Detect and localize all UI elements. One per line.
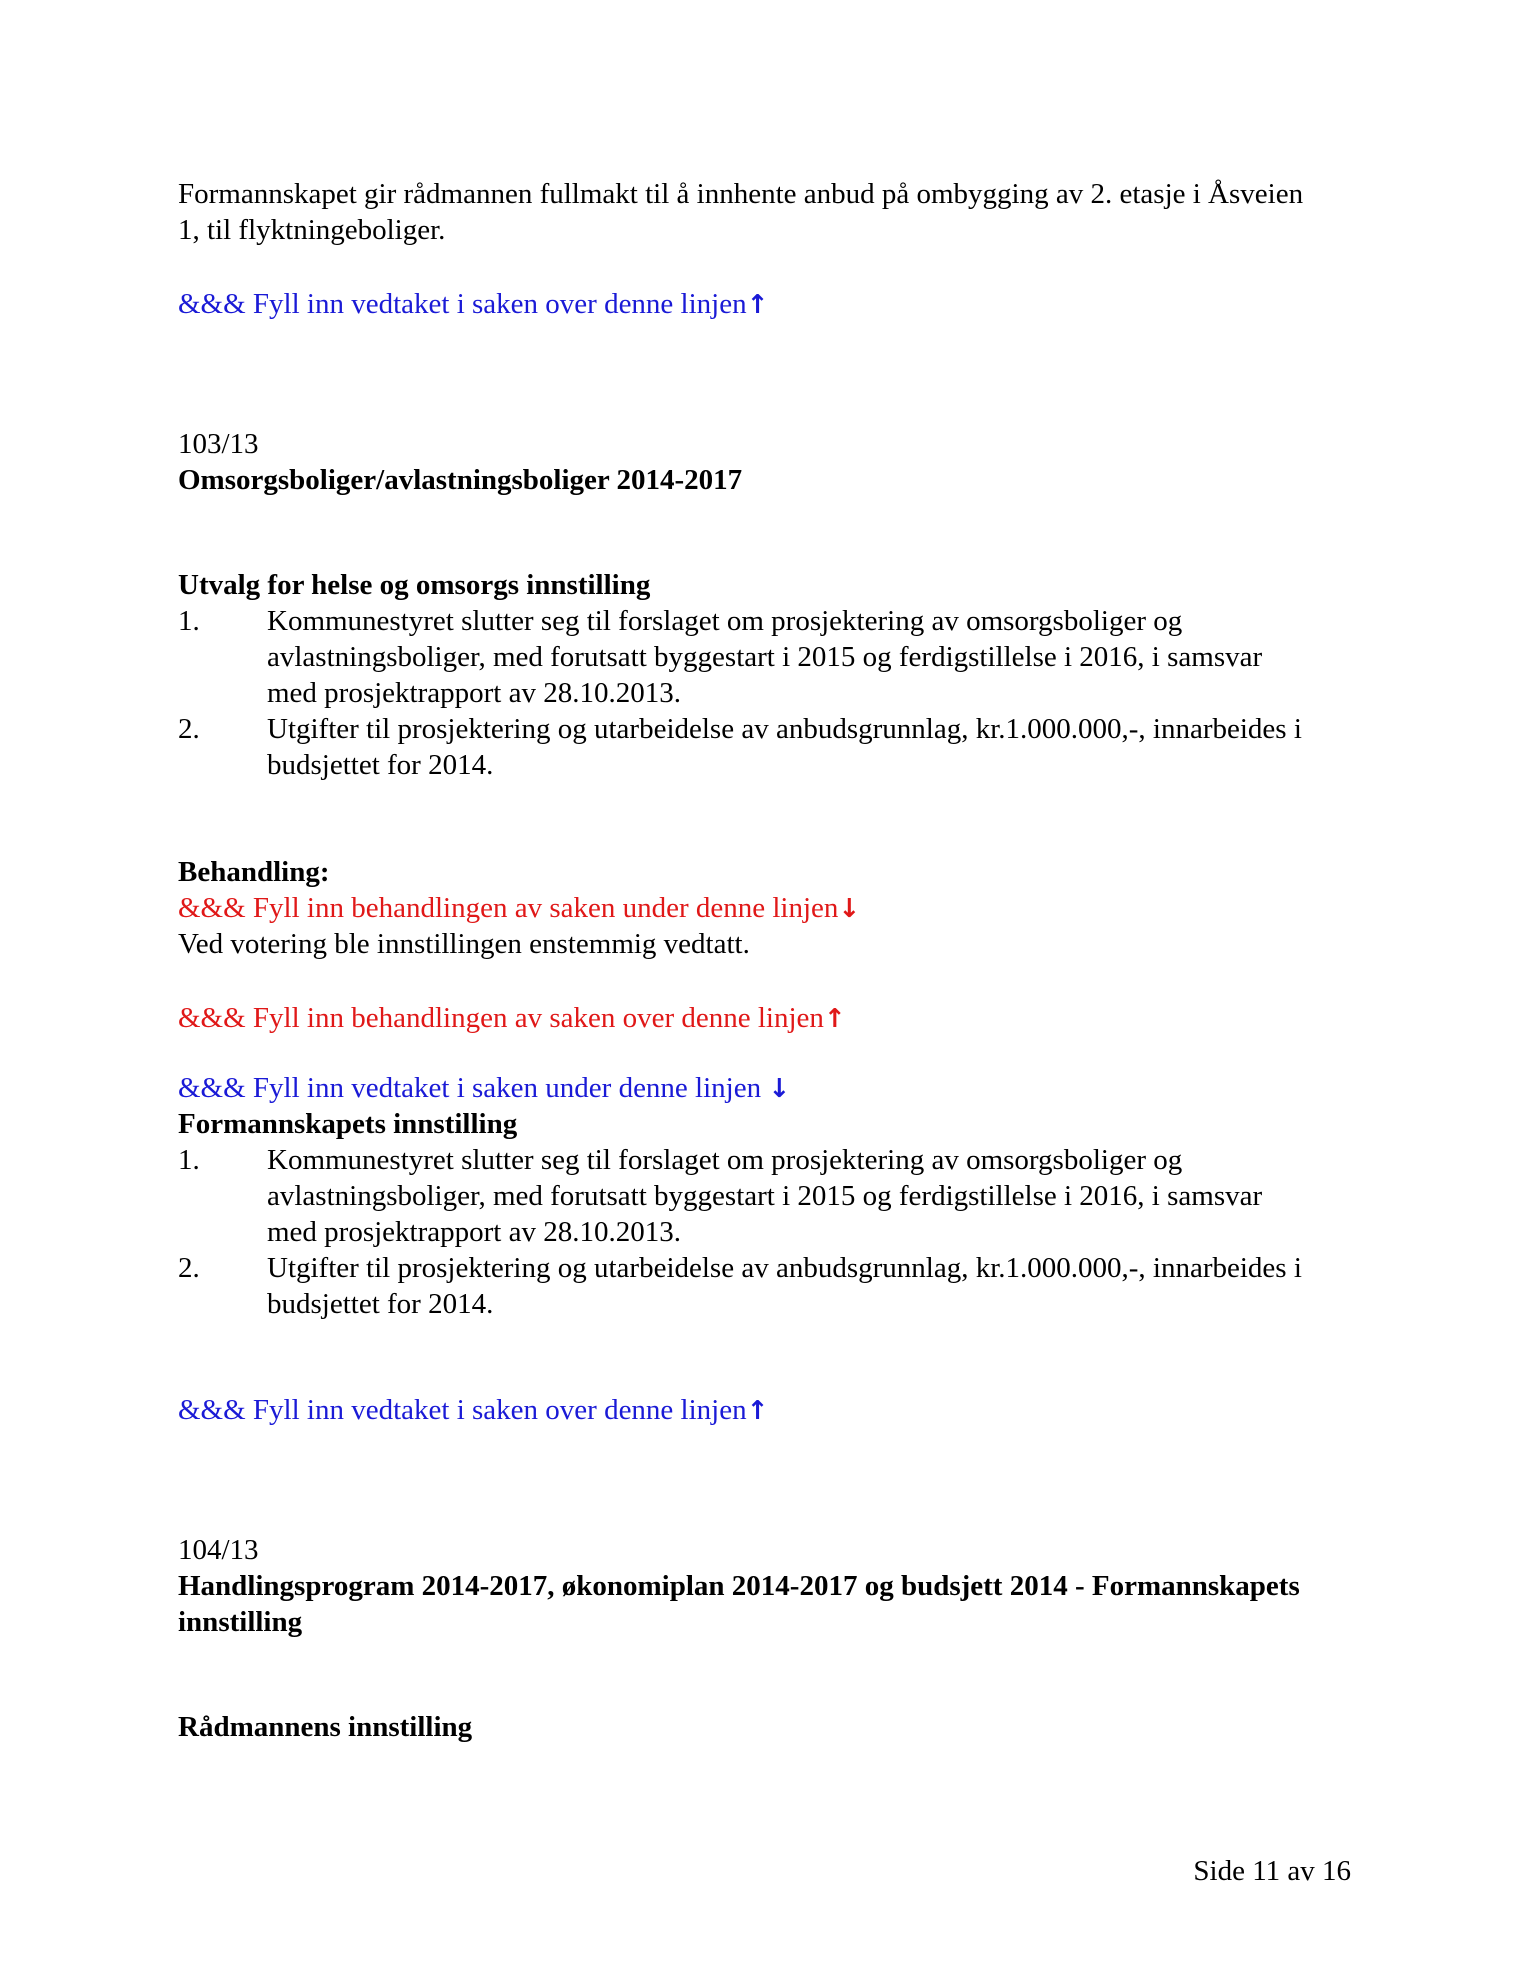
arrow-down-icon: ↓	[838, 894, 861, 924]
marker-behandling-under	[178, 890, 1358, 927]
marker-vedtak-over	[178, 286, 1358, 323]
list-number: 1.	[178, 605, 200, 637]
list-item-text: budsjettet for 2014.	[267, 1288, 494, 1320]
list-item-text: med prosjektrapport av 28.10.2013.	[267, 1216, 681, 1248]
list-item-text: avlastningsboliger, med forutsatt byggestart i 2015 og ferdigstillelse i 2016, i samsvar	[267, 1180, 1263, 1212]
behandling-text: Ved votering ble innstillingen enstemmig vedtatt.	[178, 928, 750, 960]
marker-text: &&& Fyll inn vedtaket i saken over denne linjen	[178, 288, 747, 320]
arrow-up-icon: ↑	[746, 1396, 769, 1426]
list-item-text: Kommunestyret slutter seg til forslaget om prosjektering av omsorgsboliger og	[267, 1144, 1183, 1176]
case-title: Omsorgsboliger/avlastningsboliger 2014-2017	[178, 464, 743, 496]
list-number: 2.	[178, 1252, 200, 1284]
marker-behandling-over	[178, 1000, 1358, 1037]
case-title-line-1: Handlingsprogram 2014-2017, økonomiplan 2014-2017 og budsjett 2014 - Formannskapets	[178, 1570, 1300, 1602]
list-number: 2.	[178, 713, 200, 745]
marker-vedtak-under	[178, 1070, 1358, 1107]
list-item-text: Utgifter til prosjektering og utarbeidelse av anbudsgrunnlag, kr.1.000.000,-, innarbeides i	[267, 713, 1302, 745]
list-item-text: avlastningsboliger, med forutsatt byggestart i 2015 og ferdigstillelse i 2016, i samsvar	[267, 641, 1263, 673]
marker-text: &&& Fyll inn behandlingen av saken under denne linjen	[178, 892, 839, 924]
list-item-text: Utgifter til prosjektering og utarbeidelse av anbudsgrunnlag, kr.1.000.000,-, innarbeides i	[267, 1252, 1302, 1284]
case-title-line-2: innstilling	[178, 1606, 303, 1638]
utvalg-heading: Utvalg for helse og omsorgs innstilling	[178, 569, 651, 601]
intro-text-line-1: Formannskapet gir rådmannen fullmakt til å innhente anbud på ombygging av 2. etasje i Åsveien	[178, 178, 1304, 210]
marker-text: &&& Fyll inn behandlingen av saken over denne linjen	[178, 1002, 824, 1034]
arrow-up-icon: ↑	[746, 290, 769, 320]
list-item-text: budsjettet for 2014.	[267, 749, 494, 781]
list-item-text: med prosjektrapport av 28.10.2013.	[267, 677, 681, 709]
arrow-down-icon: ↓	[768, 1074, 791, 1104]
radmann-heading: Rådmannens innstilling	[178, 1711, 473, 1743]
marker-text: &&& Fyll inn vedtaket i saken over denne linjen	[178, 1394, 747, 1426]
behandling-heading: Behandling:	[178, 856, 330, 888]
list-number: 1.	[178, 1144, 200, 1176]
list-item-text: Kommunestyret slutter seg til forslaget om prosjektering av omsorgsboliger og	[267, 605, 1183, 637]
case-number: 104/13	[178, 1534, 259, 1566]
marker-text: &&& Fyll inn vedtaket i saken under denne linjen	[178, 1072, 769, 1104]
case-number: 103/13	[178, 428, 259, 460]
marker-vedtak-over-2	[178, 1392, 1358, 1429]
formannskap-heading: Formannskapets innstilling	[178, 1108, 518, 1140]
page-number: Side 11 av 16	[1193, 1855, 1351, 1887]
intro-text-line-2: 1, til flyktningeboliger.	[178, 214, 446, 246]
arrow-up-icon: ↑	[823, 1004, 846, 1034]
